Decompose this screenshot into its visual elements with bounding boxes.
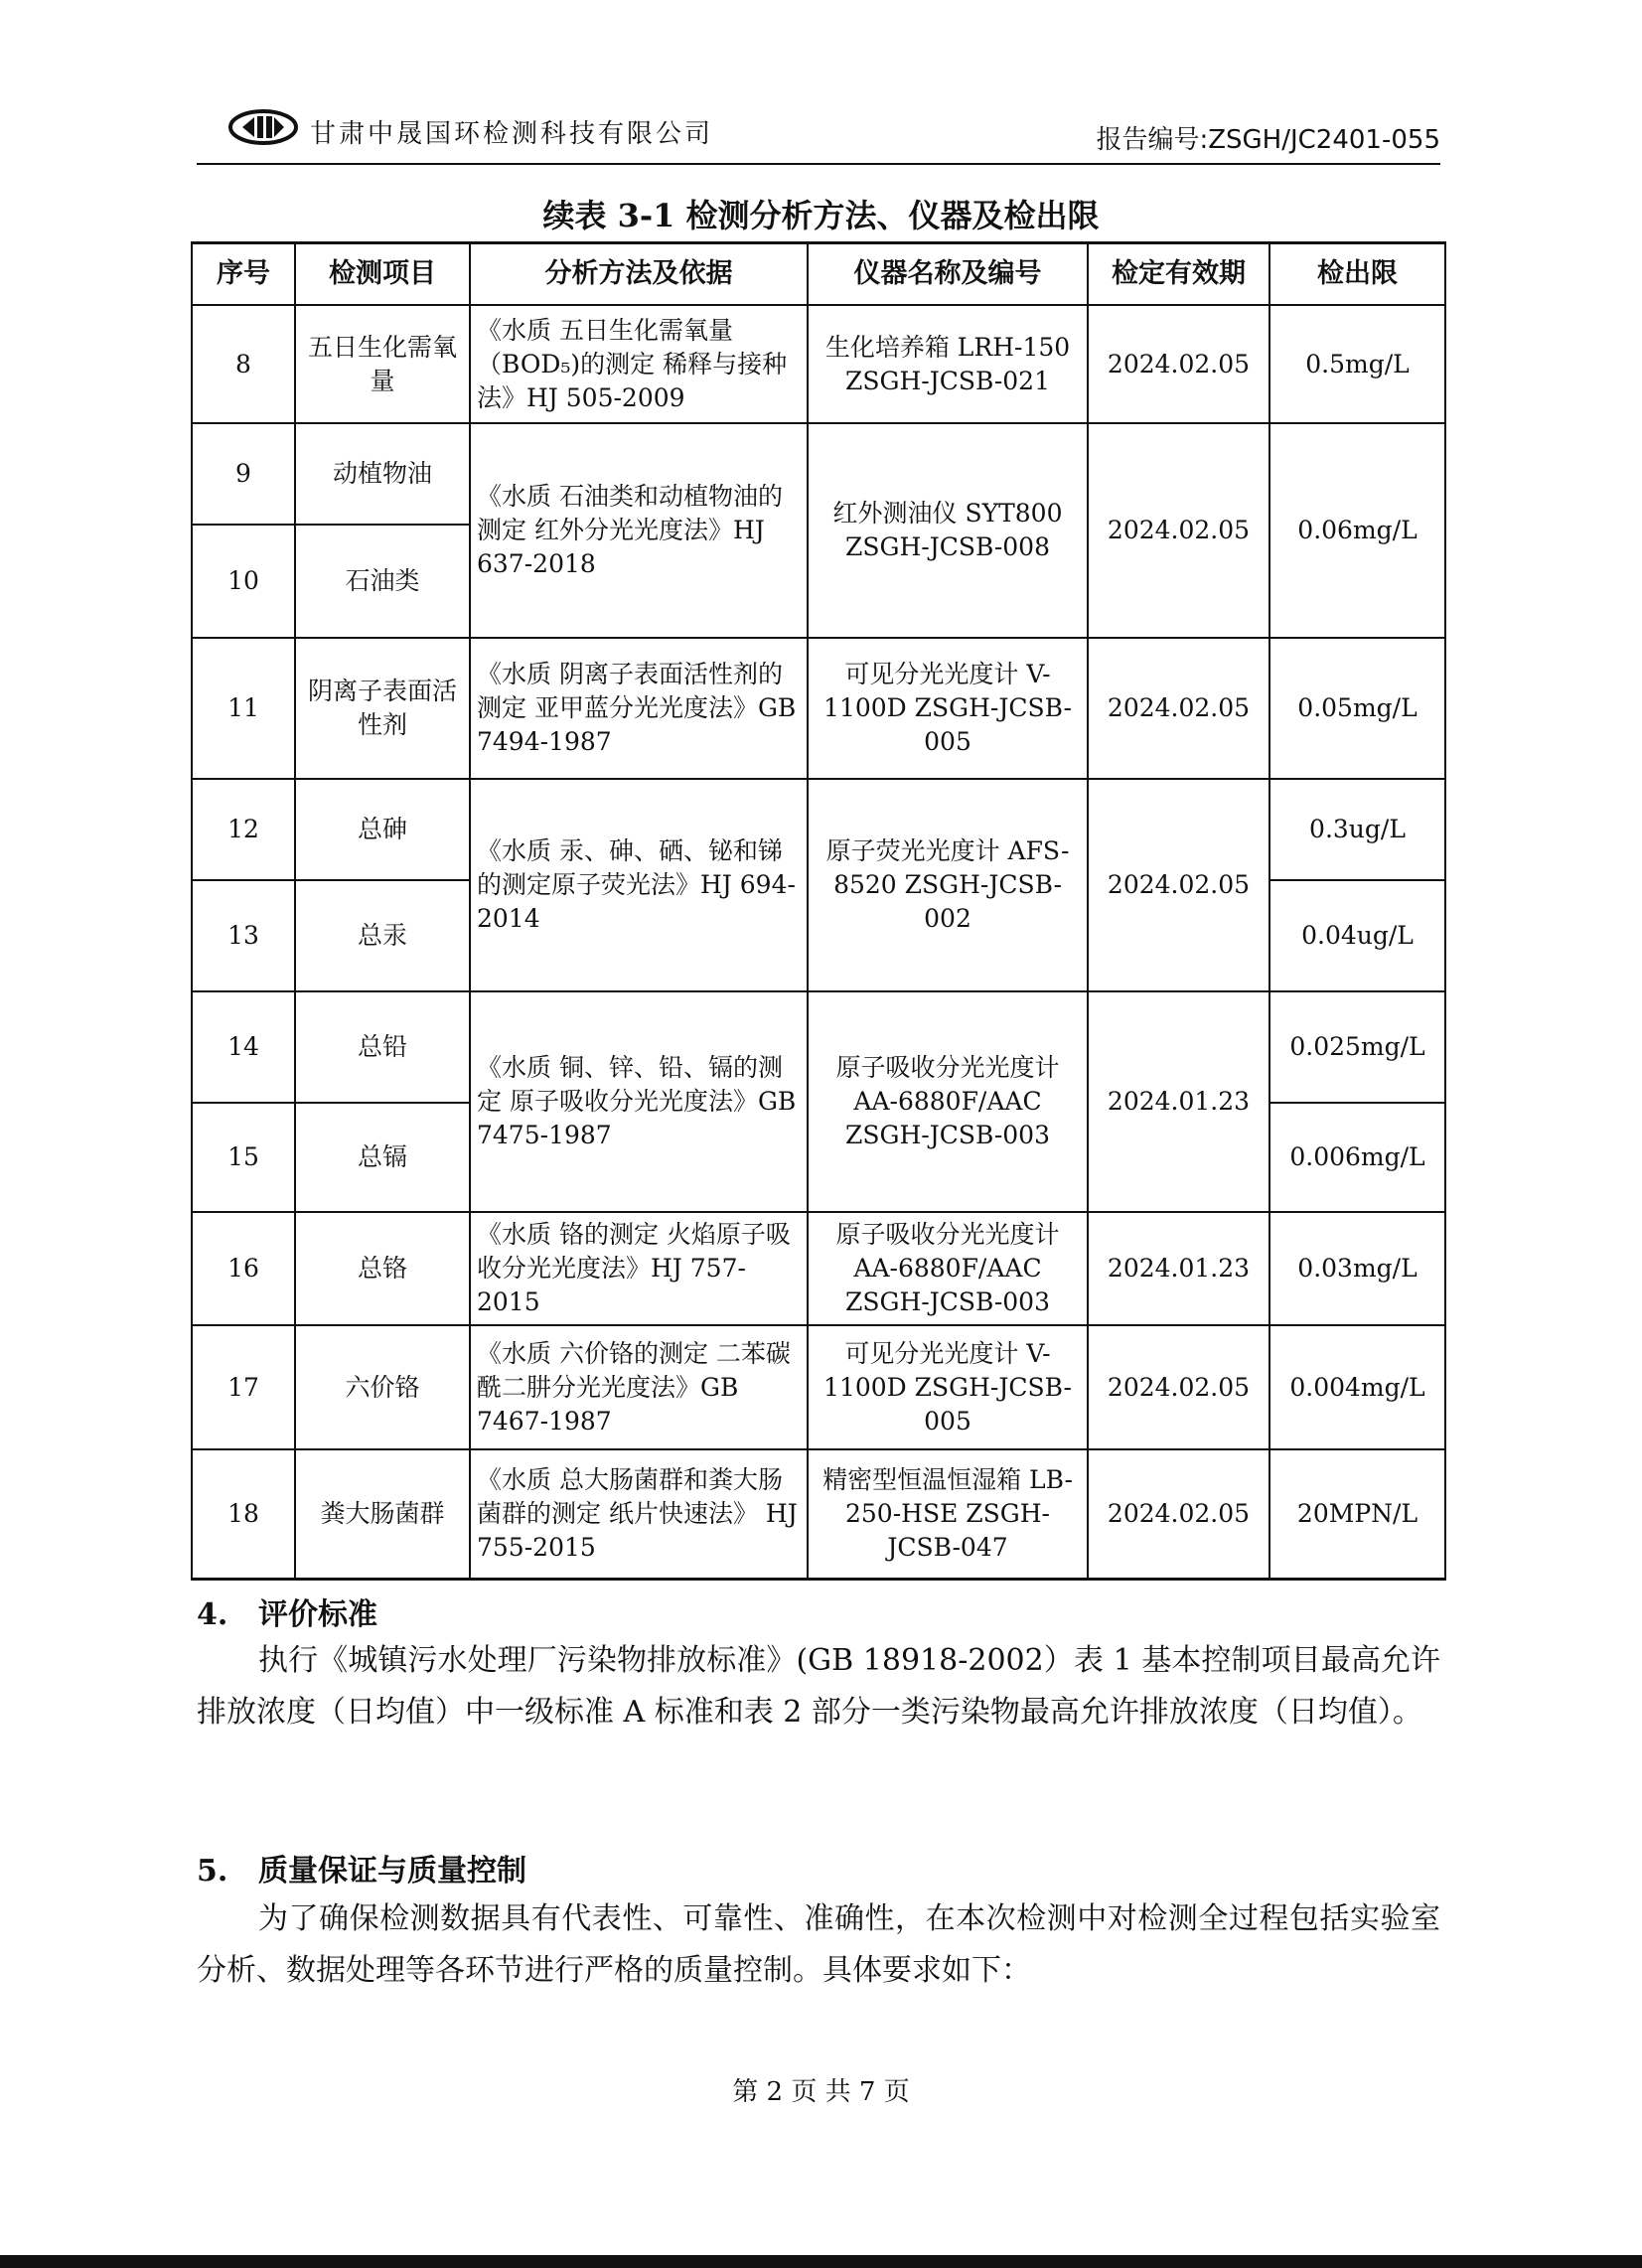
table-row [192, 779, 1445, 880]
detection-limit: 0.06mg/L [1269, 423, 1445, 638]
instrument: 精密型恒温恒湿箱 LB-250-HSE ZSGH-JCSB-047 [808, 1449, 1088, 1579]
instrument: 原子吸收分光光度计 AA-6880F/AAC ZSGH-JCSB-003 [808, 991, 1088, 1212]
row-number: 14 [192, 991, 295, 1103]
section-paragraph-5: 为了确保检测数据具有代表性、可靠性、准确性，在本次检测中对检测全过程包括实验室分析、数据处理等各环节进行严格的质量控制。具体要求如下： [197, 1901, 1440, 1988]
test-item: 动植物油 [295, 423, 470, 525]
company-name: 甘肃中晟国环检测科技有限公司 [310, 119, 714, 149]
test-item: 总铅 [295, 991, 470, 1103]
detection-limit: 20MPN/L [1269, 1449, 1445, 1579]
row-number: 16 [192, 1212, 295, 1325]
analysis-method: 《水质 总大肠菌群和粪大肠菌群的测定 纸片快速法》 HJ 755-2015 [470, 1449, 808, 1579]
valid-date: 2024.01.23 [1088, 991, 1269, 1212]
row-number: 9 [192, 423, 295, 525]
table-title: 续表 3-1 检测分析方法、仪器及检出限 [542, 197, 1100, 234]
instrument: 可见分光光度计 V-1100D ZSGH-JCSB-005 [808, 638, 1088, 779]
test-item: 粪大肠菌群 [295, 1449, 470, 1579]
report-number: 报告编号:ZSGH/JC2401-055 [1096, 125, 1440, 155]
row-number: 17 [192, 1325, 295, 1449]
methods-table [191, 241, 1446, 1581]
column-header: 检定有效期 [1088, 243, 1269, 306]
detection-limit: 0.004mg/L [1269, 1325, 1445, 1449]
column-header: 仪器名称及编号 [808, 243, 1088, 306]
table-header-row [192, 243, 1445, 306]
detection-limit: 0.05mg/L [1269, 638, 1445, 779]
detection-limit: 0.03mg/L [1269, 1212, 1445, 1325]
instrument: 红外测油仪 SYT800 ZSGH-JCSB-008 [808, 423, 1088, 638]
section-paragraph-4: 执行《城镇污水处理厂污染物排放标准》(GB 18918-2002）表 1 基本控制项目最高允许排放浓度（日均值）中一级标准 A 标准和表 2 部分一类污染物最高允许排放浓度（日均值）。 [197, 1643, 1440, 1730]
column-header: 检出限 [1269, 243, 1445, 306]
section-number: 4. [197, 1597, 228, 1632]
section-title: 评价标准 [258, 1597, 377, 1632]
table-row [192, 1212, 1445, 1325]
section-title: 质量保证与质量控制 [258, 1854, 526, 1889]
section-heading-4 [197, 1589, 377, 1633]
valid-date: 2024.02.05 [1088, 423, 1269, 638]
page-number: 第 2 页 共 7 页 [732, 2077, 910, 2107]
instrument: 生化培养箱 LRH-150 ZSGH-JCSB-021 [808, 305, 1088, 423]
column-header: 序号 [192, 243, 295, 306]
row-number: 18 [192, 1449, 295, 1579]
test-item: 五日生化需氧量 [295, 305, 470, 423]
test-item: 总砷 [295, 779, 470, 880]
column-header: 检测项目 [295, 243, 470, 306]
row-number: 10 [192, 525, 295, 638]
test-item: 总汞 [295, 880, 470, 991]
test-item: 阴离子表面活性剂 [295, 638, 470, 779]
row-number: 11 [192, 638, 295, 779]
valid-date: 2024.01.23 [1088, 1212, 1269, 1325]
analysis-method: 《水质 阴离子表面活性剂的测定 亚甲蓝分光光度法》GB 7494-1987 [470, 638, 808, 779]
scan-edge [0, 2255, 1642, 2268]
instrument: 原子吸收分光光度计 AA-6880F/AAC ZSGH-JCSB-003 [808, 1212, 1088, 1325]
row-number: 12 [192, 779, 295, 880]
row-number: 13 [192, 880, 295, 991]
valid-date: 2024.02.05 [1088, 1325, 1269, 1449]
valid-date: 2024.02.05 [1088, 1449, 1269, 1579]
test-item: 总镉 [295, 1103, 470, 1212]
company-logo-icon [228, 109, 298, 145]
valid-date: 2024.02.05 [1088, 305, 1269, 423]
table-row [192, 991, 1445, 1103]
section-heading-5 [197, 1846, 526, 1890]
table-row [192, 638, 1445, 779]
analysis-method: 《水质 汞、砷、硒、铋和锑的测定原子荧光法》HJ 694-2014 [470, 779, 808, 991]
instrument: 可见分光光度计 V-1100D ZSGH-JCSB-005 [808, 1325, 1088, 1449]
analysis-method: 《水质 石油类和动植物油的测定 红外分光光度法》HJ 637-2018 [470, 423, 808, 638]
table-row [192, 423, 1445, 525]
page-header [228, 107, 1440, 155]
table-row [192, 305, 1445, 423]
detection-limit: 0.5mg/L [1269, 305, 1445, 423]
row-number: 15 [192, 1103, 295, 1212]
valid-date: 2024.02.05 [1088, 779, 1269, 991]
detection-limit: 0.04ug/L [1269, 880, 1445, 991]
test-item: 石油类 [295, 525, 470, 638]
header-divider [197, 163, 1440, 165]
analysis-method: 《水质 五日生化需氧量（BOD₅)的测定 稀释与接种法》HJ 505-2009 [470, 305, 808, 423]
table-row [192, 1325, 1445, 1449]
analysis-method: 《水质 铬的测定 火焰原子吸收分光光度法》HJ 757-2015 [470, 1212, 808, 1325]
analysis-method: 《水质 六价铬的测定 二苯碳酰二肼分光光度法》GB 7467-1987 [470, 1325, 808, 1449]
analysis-method: 《水质 铜、锌、铅、镉的测定 原子吸收分光光度法》GB 7475-1987 [470, 991, 808, 1212]
detection-limit: 0.3ug/L [1269, 779, 1445, 880]
section-number: 5. [197, 1854, 228, 1889]
test-item: 六价铬 [295, 1325, 470, 1449]
instrument: 原子荧光光度计 AFS-8520 ZSGH-JCSB-002 [808, 779, 1088, 991]
column-header: 分析方法及依据 [470, 243, 808, 306]
test-item: 总铬 [295, 1212, 470, 1325]
row-number: 8 [192, 305, 295, 423]
valid-date: 2024.02.05 [1088, 638, 1269, 779]
detection-limit: 0.025mg/L [1269, 991, 1445, 1103]
detection-limit: 0.006mg/L [1269, 1103, 1445, 1212]
table-row [192, 1449, 1445, 1579]
